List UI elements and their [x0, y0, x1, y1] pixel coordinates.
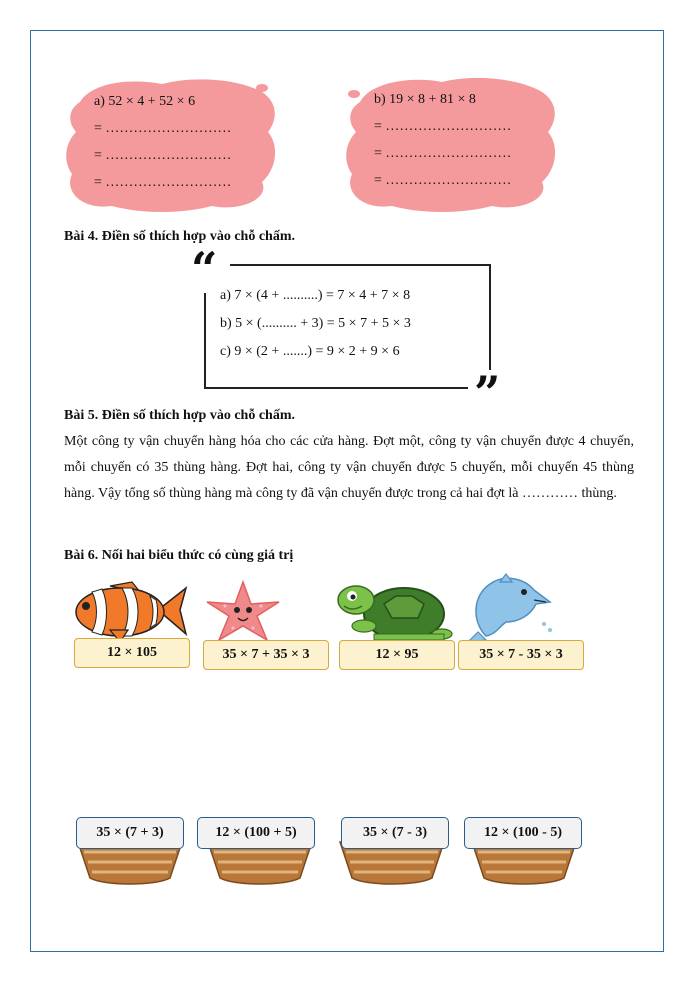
bottom-expression-3[interactable]: 35 × (7 - 3): [341, 817, 449, 849]
clownfish-image: [70, 580, 188, 642]
bottom-expression-4[interactable]: 12 × (100 - 5): [464, 817, 582, 849]
top-expression-2[interactable]: 35 × 7 + 35 × 3: [203, 640, 329, 670]
cloud-b-line-1: b) 19 × 8 + 81 × 8: [374, 92, 476, 107]
bai4-title: Bài 4. Điền số thích hợp vào chỗ chấm.: [64, 229, 295, 244]
close-quote-icon: ”: [474, 366, 501, 420]
open-quote-icon: “: [191, 242, 218, 296]
bottom-expression-1[interactable]: 35 × (7 + 3): [76, 817, 184, 849]
bai5-paragraph: Một công ty vận chuyển hàng hóa cho các cửa hàng. Đợt một, công ty vận chuyển được 4 chuyến, mỗi chuyến có 35 thùng hàng. Đợt hai, công ty vận chuyển được 5 chuyến, mỗi chuyến 45 thùng hàng. Vậy tổng số thùng hàng mà công ty đã vận chuyển được trong cả hai đợt là ………… thùng.: [64, 434, 634, 501]
cloud-a-line-1: a) 52 × 4 + 52 × 6: [94, 94, 196, 109]
cloud-a-line-4: = ………………………: [94, 175, 232, 190]
top-expression-1[interactable]: 12 × 105: [74, 638, 190, 668]
starfish-image: [203, 580, 283, 642]
top-expression-4[interactable]: 35 × 7 - 35 × 3: [458, 640, 584, 670]
cloud-a-line-3: = ………………………: [94, 148, 232, 163]
cloud-a-line-2: = ………………………: [94, 121, 232, 136]
cloud-b-line-4: = ………………………: [374, 173, 512, 188]
bai4-line-b: b) 5 × (.......... + 3) = 5 × 7 + 5 × 3: [220, 316, 411, 331]
dolphin-image: [466, 572, 556, 644]
cloud-b-line-3: = ………………………: [374, 146, 512, 161]
cloud-b-line-2: = ………………………: [374, 119, 512, 134]
cloud-a-text: [94, 88, 231, 196]
bai5-title: Bài 5. Điền số thích hợp vào chỗ chấm.: [64, 408, 295, 423]
bai4-line-c: c) 9 × (2 + .......) = 9 × 2 + 9 × 6: [220, 344, 400, 359]
cloud-b-text: [374, 86, 511, 194]
bottom-expression-2[interactable]: 12 × (100 + 5): [197, 817, 315, 849]
bai6-title: Bài 6. Nối hai biểu thức có cùng giá trị: [64, 548, 294, 563]
bai4-line-a: a) 7 × (4 + ..........) = 7 × 4 + 7 × 8: [220, 288, 411, 303]
turtle-image: [334, 574, 454, 642]
top-expression-3[interactable]: 12 × 95: [339, 640, 455, 670]
